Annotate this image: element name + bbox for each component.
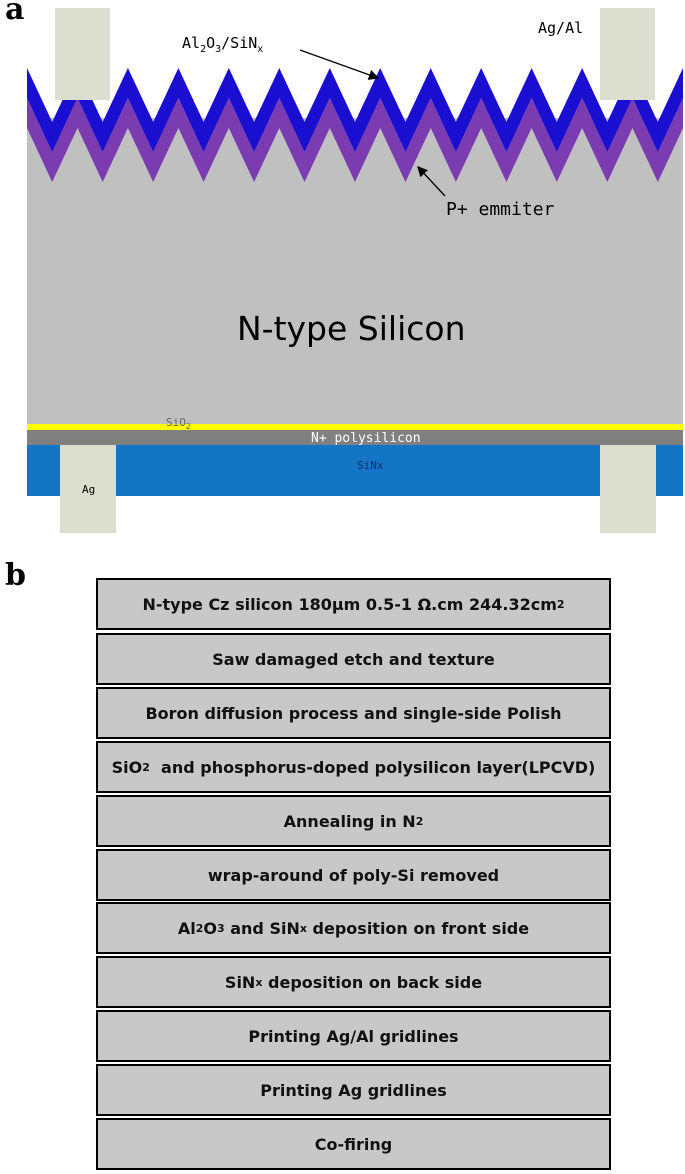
solar-cell-cross-section — [0, 0, 685, 540]
sio2-layer — [27, 424, 683, 430]
process-step: Annealing in N 2 — [96, 795, 611, 847]
process-step: wrap-around of poly-Si removed — [96, 849, 611, 901]
process-step: SiO 2 and phosphorus-doped polysilicon layer(LPCVD) — [96, 741, 611, 793]
front-contact-label: Ag/Al — [538, 19, 584, 37]
poly-label: N+ polysilicon — [311, 431, 421, 446]
front-contact-left — [55, 8, 110, 100]
emitter-label: P+ emmiter — [446, 199, 555, 220]
passivation-arrow — [300, 50, 378, 78]
process-step: Saw damaged etch and texture — [96, 633, 611, 685]
process-step: Printing Ag gridlines — [96, 1064, 611, 1116]
process-step: SiN x deposition on back side — [96, 956, 611, 1008]
process-step: Al 2 O 3 and SiN x deposition on front side — [96, 902, 611, 954]
passivation-label: $Al_2O_3/SiN_x$ — [182, 34, 264, 55]
bulk-label: N-type Silicon — [237, 309, 466, 348]
process-step: Boron diffusion process and single-side Polish — [96, 687, 611, 739]
rear-nitride-label: SiNx — [357, 459, 384, 472]
panel-b-label: b — [5, 558, 26, 593]
panel-a-label: a — [5, 0, 25, 27]
rear-sinx-layer — [27, 445, 683, 496]
rear-contact-right — [600, 445, 656, 533]
process-step: Co-firing — [96, 1118, 611, 1170]
process-step: Printing Ag/Al gridlines — [96, 1010, 611, 1062]
rear-contact-label: Ag — [82, 483, 96, 496]
process-step: N-type Cz silicon 180μm 0.5-1 Ω.cm 244.32cm 2 — [96, 578, 611, 630]
front-contact-right — [600, 8, 655, 100]
oxide-label: SiO$_2$ — [166, 416, 191, 431]
